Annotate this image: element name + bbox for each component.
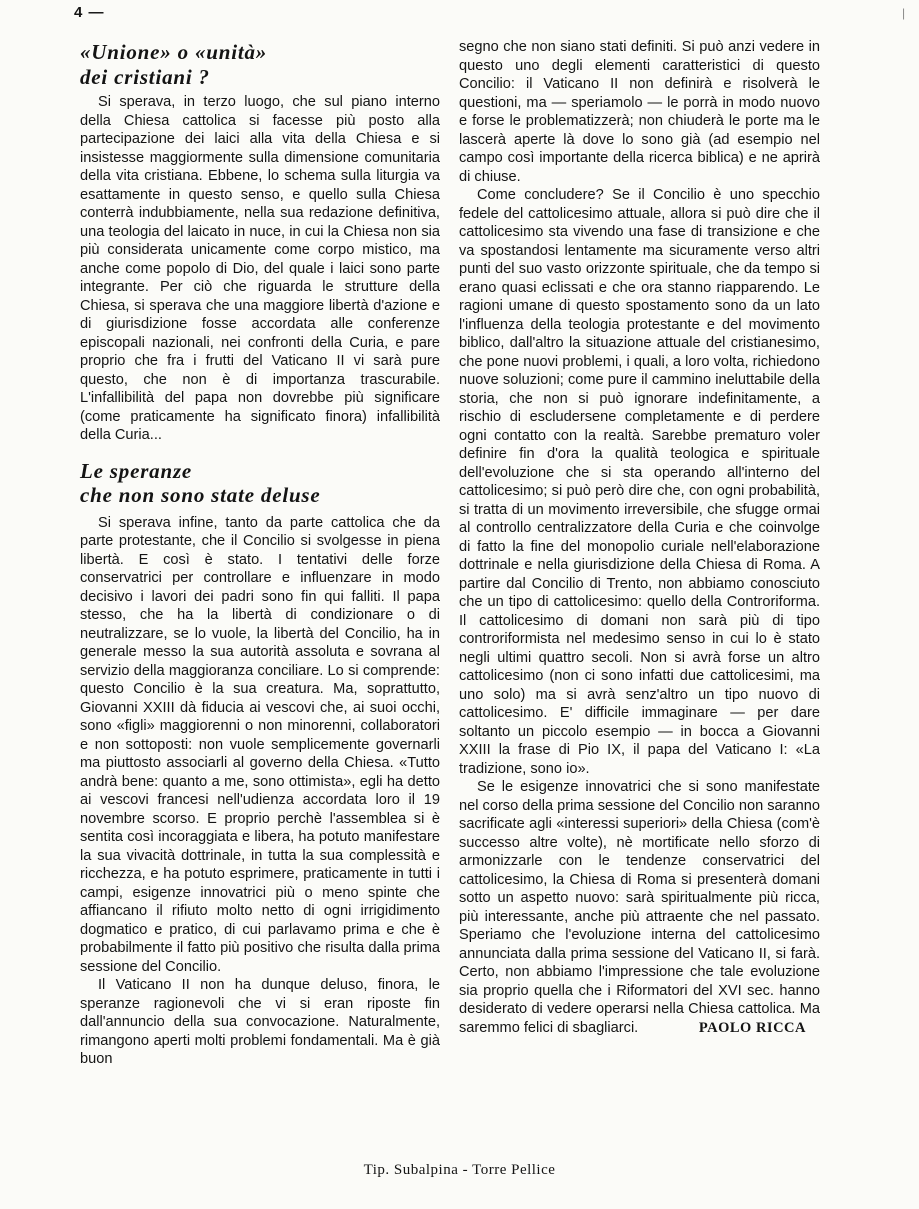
page-number: 4 — <box>74 4 105 21</box>
author-signature: PAOLO RICCA <box>698 1019 806 1036</box>
right-column <box>459 38 820 1037</box>
section1-title-line2: dei cristiani ? <box>80 64 210 89</box>
corner-mark: | <box>902 6 906 20</box>
section1-title <box>80 40 440 89</box>
section2-title-line2: che non sono state deluse <box>80 483 321 507</box>
section2-title <box>80 459 440 508</box>
section2-title-line1: Le speranze <box>80 458 193 483</box>
section2-paragraph: Si sperava infine, tanto da parte cattolica che da parte protestante, che il Concilio si svolgesse in piena libertà. E così è stato. I tentativi delle forze conservatrici per controllare e influenzare in modo decisivo i lavori dei padri sono fin qui falliti. Il papa stesso, che ha la libertà di condizionare o di neutralizzare, se lo vuole, la libertà del Concilio, ha in generale messo la sua autorità assoluta e sovrana al servizio della maggioranza conciliare. Lo si comprende: questo Concilio è la sua creatura. Ma, soprattutto, Giovanni XXIII dà fiducia ai vescovi che, ai suoi occhi, sono «figli» maggiorenni o non minorenni, collaboratori e non sottoposti: non vuole semplicemente governarli ma piuttosto associarli al governo della Chiesa. «Tutto andrà bene: quanto a me, sono ottimista», egli ha detto ai vescovi francesi nell'udienza accordata loro il 19 novembre scorso. E proprio perchè l'assemblea si è sentita così incoraggiata e libera, ha potuto manifestare la sua vivacità dottrinale, in tutta la sua complessità e ricchezza, e ha potuto esprimere, praticamente in tutti i campi, esigenze innovatrici più o meno spinte che affiancano il rifiuto molto netto di ogni irrigidimento dogmatico e pratico, di cui parlavamo prima e che è probabilmente il fatto più positivo che risulta dalla prima sessione del Concilio. <box>80 514 440 975</box>
continuation-paragraph: segno che non siano stati definiti. Si può anzi vedere in questo uno degli elementi caratteristici di questo Concilio: il Vaticano II non definirà e risolverà le questioni, ma — speriamolo — le porrà in modo nuovo e forse le problematizzerà; non chiuderà le porte ma le lascerà aperte là dove lo sono già (ad esempio nel campo così importante della ricerca biblica) e ne aprirà di chiuse. <box>459 39 820 185</box>
left-column <box>80 40 440 1069</box>
printer-footer: Tip. Subalpina - Torre Pellice <box>363 1162 556 1178</box>
section1-title-line1: «Unione» o «unità» <box>80 40 268 64</box>
conclusion-paragraph: Come concludere? Se il Concilio è uno specchio fedele del cattolicesimo attuale, allora si può dire che il cattolicesimo sta vivendo una fase di transizione e che va spostandosi lentamente ma sicuramente verso altri punti del suo vasto orizzonte spirituale, che da tempo si erano quasi eclissati e che ora stanno riapparendo. Le ragioni umane di questo spostamento sono da un lato l'influenza della teologia protestante e del movimento biblico, dall'altro la situazione attuale del cristianesimo, che pone nuovi problemi, i quali, a loro volta, richiedono nuove soluzioni; come pure il cammino ineluttabile della storia, che non si può ignorare indefinitamente, a rischio di escludersene completamente e di perdere ogni contatto con la realtà. Sarebbe prematuro voler definire fin d'ora la qualità teologica e spirituale dell'evoluzione che si sta operando all'interno del cattolicesimo; si può però dire che, con ogni probabilità, si tratta di un movimento irreversibile, che sfugge ormai al controllo centralizzatore della Curia e che coinvolge di fatto la fine del monopolio curiale nell'elaborazione dottrinale e nella giurisdizione della Chiesa di Roma. A partire dal Concilio di Trento, non abbiamo conosciuto che un tipo di cattolicesimo: quello della Controriforma. Il cattolicesimo di domani non sarà più di tipo controriformista nel medesimo senso in cui lo è stato negli ultimi quattro secoli. Non si avrà forse un altro cattolicesimo (non ci sono infatti due cattolicesimi, ma uno solo) ma si avrà senz'altro un tipo nuovo di cattolicesimo. E' difficile immaginare — per dare soltanto un piccolo esempio — in bocca a Giovanni XXIII la frase di Pio IX, il papa del Vaticano I: «La tradizione, sono io». <box>459 187 820 777</box>
section2-paragraph: Il Vaticano II non ha dunque deluso, finora, le speranze ragionevoli che vi si eran riposte fin dall'annuncio della sua convocazione. Naturalmente, rimangono aperti molti problemi fondamentali. Ma è già buon <box>80 977 440 1067</box>
conclusion-paragraph: Se le esigenze innovatrici che si sono manifestate nel corso della prima sessione del Concilio non saranno sacrificate agli «interessi superiori» della Chiesa (com'è successo altre volte), nè mortificate nello sforzo di armonizzarle con le tendenze conservatrici del cattolicesimo, la Chiesa di Roma si presenterà domani sotto un aspetto nuovo: sarà spiritualmente più ricca, più interessante, anche più attraente che nel passato. Speriamo che l'evoluzione interna del cattolicesimo annunciata dalla prima sessione del Vaticano II, si farà. Certo, non abbiamo l'impressione che tale evoluzione sia proprio quella che i Riformatori del XVI sec. hanno desiderato di vedere operarsi nella Chiesa cattolica. Ma saremmo felici di sbagliarci. <box>459 779 820 1036</box>
section1-paragraph: Si sperava, in terzo luogo, che sul piano interno della Chiesa cattolica si facesse più posto alla partecipazione dei laici alla vita della Chiesa e si insistesse maggiormente sulla dimensione comunitaria della vita cristiana. Ebbene, lo schema sulla liturgia va esattamente in questo senso, e quello sulla Chiesa conterrà indubbiamente, nella sua redazione definitiva, una teologia del laicato in nuce, in cui la Chiesa non sia più considerata unicamente come corpo mistico, ma anche come popolo di Dio, del quale i laici sono parte integrante. Per ciò che riguarda le strutture della Chiesa, si sperava che una maggiore libertà d'azione e di giurisdizione fosse accordata alle conferenze episcopali nazionali, nei confronti della Curia, e pare proprio che fra i frutti del Vaticano II vi sarà pure questo, che non è di importanza trascurabile. L'infallibilità del papa non dovrebbe più significare (come praticamente ha significato finora) infallibilità della Curia... <box>80 94 440 443</box>
